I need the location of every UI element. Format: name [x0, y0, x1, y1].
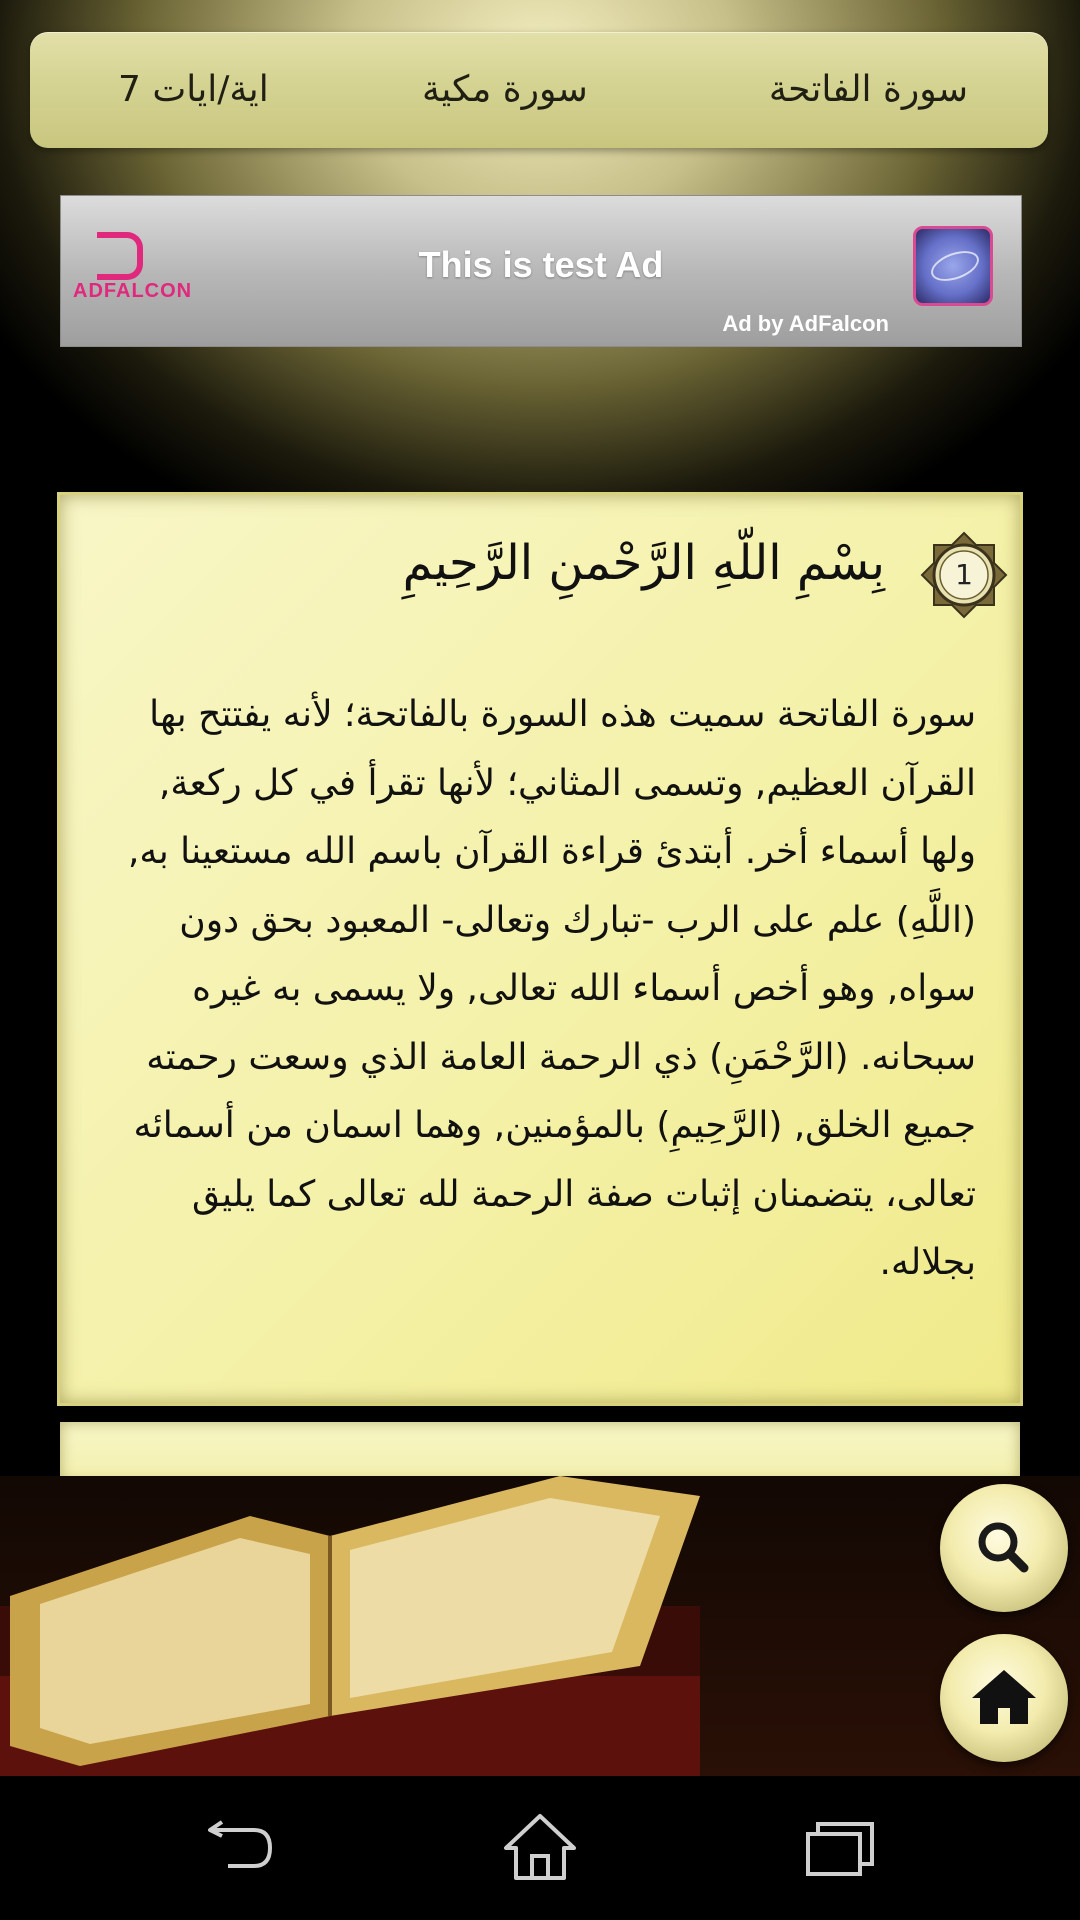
verse-number: 1 — [955, 558, 973, 591]
nav-recent-button[interactable] — [800, 1808, 880, 1888]
ad-banner[interactable] — [60, 195, 1022, 347]
android-nav-bar — [0, 1776, 1080, 1920]
surah-header — [30, 32, 1048, 148]
search-button[interactable] — [940, 1484, 1068, 1612]
ad-attribution: Ad by AdFalcon — [722, 311, 889, 336]
nav-home-button[interactable] — [500, 1808, 580, 1888]
home-button[interactable] — [940, 1634, 1068, 1762]
verse-card — [60, 495, 1020, 1403]
verse-number-badge — [920, 531, 1008, 619]
home-outline-icon — [500, 1808, 580, 1888]
verse-text: بِسْمِ اللّهِ الرَّحْمنِ الرَّحِيمِ — [402, 535, 885, 591]
next-verse-card — [60, 1422, 1020, 1482]
ad-app-icon — [913, 226, 993, 306]
search-icon — [964, 1508, 1044, 1588]
adfalcon-logo-text: ADFALCON — [73, 280, 193, 302]
surah-name: سورة الفاتحة — [768, 69, 968, 110]
ayat-count: 7 اية/ايات — [118, 69, 269, 110]
open-quran-illustration — [0, 1476, 700, 1776]
tafsir-text: سورة الفاتحة سميت هذه السورة بالفاتحة؛ لأنه يفتتح بها القرآن العظيم, وتسمى المثاني؛ لأنها تقرأ في كل ركعة, ولها أسماء أخر. أبتدئ قراءة القرآن باسم الله مستعينا به, (اللَّهِ) علم على الرب -تبارك وتعالى- المعبود بحق دون سواه, وهو أخص أسماء الله تعالى, ولا يسمى به غيره سبحانه. (الرَّحْمَنِ) ذي الرحمة العامة الذي وسعت رحمته جميع الخلق, (الرَّحِيمِ) بالمؤمنين, وهما اسمان من أسمائه تعالى، يتضمنان إثبات صفة الرحمة لله تعالى كما يليق بجلاله. — [127, 694, 976, 1283]
home-icon — [964, 1658, 1044, 1738]
ad-title: This is test Ad — [418, 244, 664, 285]
nav-back-button[interactable] — [200, 1808, 280, 1888]
surah-type: سورة مكية — [422, 69, 588, 110]
recent-apps-icon — [800, 1808, 880, 1888]
back-icon — [200, 1808, 280, 1888]
